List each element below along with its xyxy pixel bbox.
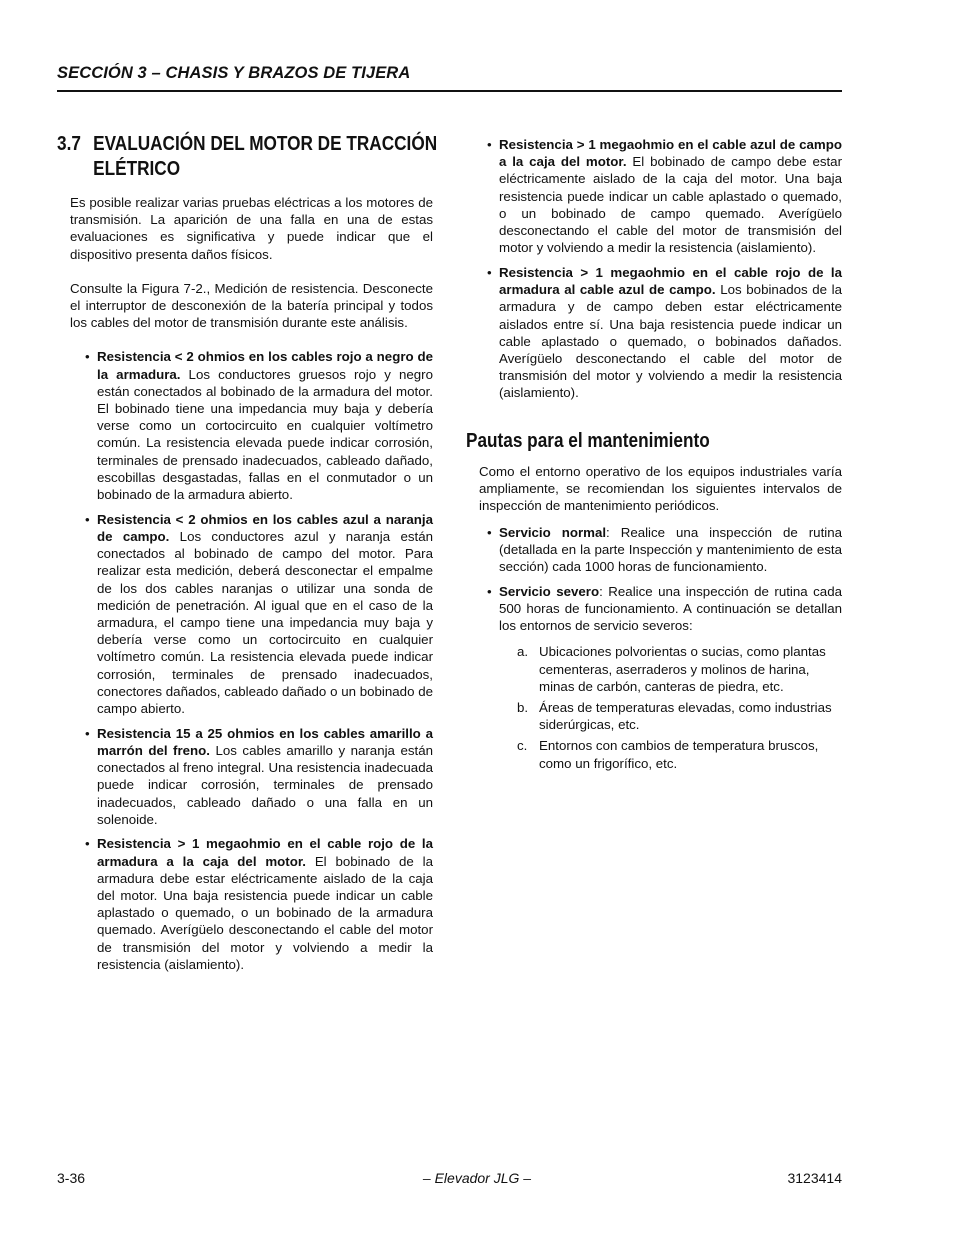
- section-title-line1: EVALUACIÓN DEL MOTOR DE TRACCIÓN: [93, 133, 438, 155]
- document-number: 3123414: [787, 1170, 842, 1186]
- section-number: 3.7: [57, 133, 81, 155]
- list-item: • Servicio normal: Realice una inspección de rutina (detallada en la parte Inspección y mantenimiento de esta sección) cada 1000 horas de funcionamiento.: [479, 524, 842, 576]
- list-item: • Resistencia 15 a 25 ohmios en los cables amarillo a marrón del freno. Los cables amarillo y naranja están conectados al freno integral. Una resistencia inadecuada puede indicar corrosión, terminales de prensado inadecuados, cableado dañado o una falla en un solenoide.: [77, 725, 433, 828]
- list-item: c. Entornos con cambios de temperatura bruscos, como un frigorífico, etc.: [517, 738, 819, 771]
- list-item: b. Áreas de temperaturas elevadas, como industrias siderúrgicas, etc.: [517, 699, 832, 733]
- right-body: [479, 136, 842, 409]
- page-header-title: SECCIÓN 3 – CHASIS Y BRAZOS DE TIJERA: [57, 64, 411, 82]
- maintenance-heading: Pautas para el mantenimiento: [466, 430, 710, 452]
- header-rule: [57, 90, 842, 92]
- list-item: • Resistencia < 2 ohmios en los cables rojo a negro de la armadura. Los conductores gruesos rojo y negro están conectados al bobinado de la armadura del motor. El bobinado tiene una impedancia muy baja y debería verse como un cortocircuito en cualquier voltímetro común. La resistencia elevada puede indicar corrosión, terminales de prensado inadecuados, cableado dañado, escobillas desgastadas, fallas en el conmutador o un bobinado de la armadura abierto.: [77, 348, 433, 503]
- footer-product: – Elevador JLG –: [422, 1170, 532, 1186]
- maintenance-body: [479, 463, 842, 776]
- service-list: [479, 524, 842, 635]
- list-item: • Servicio severo: Realice una inspección de rutina cada 500 horas de funcionamiento. A continuación se detallan los entornos de servicio severos:: [479, 583, 842, 635]
- list-item: a. Ubicaciones polvorientas o sucias, como plantas cementeras, aserraderos y molinos de harina, minas de carbón, canteras de piedra, etc.: [517, 644, 826, 694]
- list-item: • Resistencia < 2 ohmios en los cables azul a naranja de campo. Los conductores azul y naranja están conectados al bobinado de campo del motor. Para realizar esta medición, deberá desconectar el empalme de los dos cables naranjas o utilizar una sonda de medición de penetración. Al igual que en el caso de la armadura, el campo tiene una impedancia muy baja y debería verse como un cortocircuito en cualquier voltímetro común. La resistencia elevada puede indicar corrosión, terminales de prensado inadecuados, conectores dañados, cableado dañado o un bobinado de campo abierto.: [77, 511, 433, 717]
- list-item: • Resistencia > 1 megaohmio en el cable azul de campo a la caja del motor. El bobinado de campo debe estar eléctricamente aislado de la caja del motor. Una baja resistencia puede indicar un cable aplastado o quemado, o un bobinado de campo quemado. Averígüelo desconectando el cable del motor de transmisión del motor y volviendo a medir la resistencia (aislamiento).: [479, 136, 842, 256]
- list-item: • Resistencia > 1 megaohmio en el cable rojo de la armadura a la caja del motor. El bobinado de la armadura debe estar eléctricamente aislado de la caja del motor. Una baja resistencia puede indicar un cable aplastado o quemado, o un bobinado de la armadura quemado. Averígüelo desconectando el cable del motor de transmisión del motor y volviendo a medir la resistencia (aislamiento).: [77, 835, 433, 973]
- maintenance-intro: Como el entorno operativo de los equipos industriales varía ampliamente, se recomiendan los siguientes intervalos de inspección de mantenimiento periódicos.: [479, 464, 842, 514]
- section-heading: [57, 132, 438, 182]
- test-list-right: [479, 136, 842, 402]
- intro-paragraph-1: Es posible realizar varias pruebas eléctricas a los motores de transmisión. La aparición de una falla en una de estas evaluaciones es significativa y puede indicar que el dispositivo presenta daños físicos.: [70, 195, 433, 262]
- list-item: • Resistencia > 1 megaohmio en el cable rojo de la armadura al cable azul de campo. Los bobinados de la armadura y de campo deben estar eléctricamente aislados entre sí. Una baja resistencia puede indicar un cable aplastado o quemado, o bobinados dañados. Averígüelo desconectando el cable del motor de transmisión del motor y volviendo a medir la resistencia (aislamiento).: [479, 264, 842, 402]
- section-title-line2: ELÉTRICO: [93, 158, 181, 180]
- test-list-left: [77, 348, 433, 973]
- intro-paragraph-2: Consulte la Figura 7-2., Medición de resistencia. Desconecte el interruptor de desconexión de la batería principal y todos los cables del motor de transmisión durante este análisis.: [70, 280, 433, 331]
- severe-environments-list: [517, 643, 842, 771]
- left-body: [70, 194, 433, 981]
- page-number: 3-36: [57, 1170, 86, 1186]
